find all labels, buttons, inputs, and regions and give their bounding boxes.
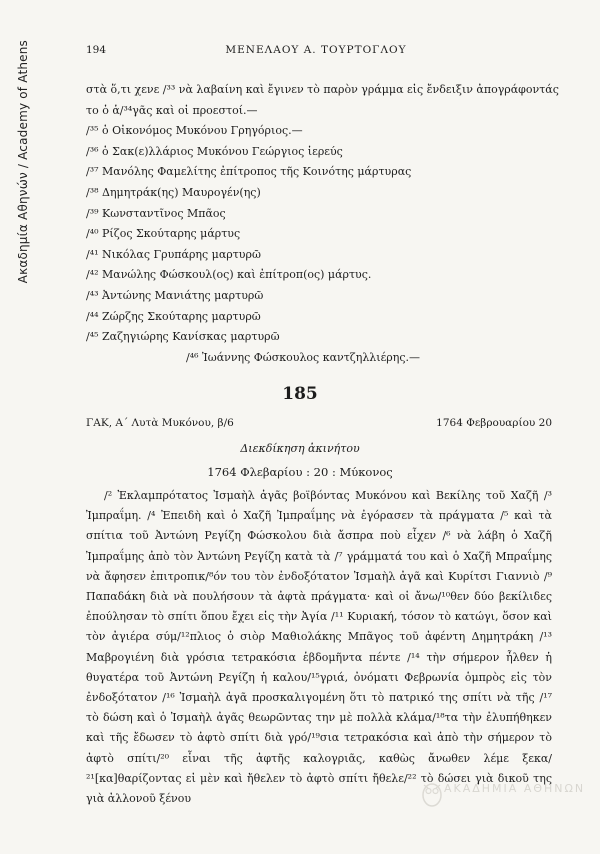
signature-line: /⁴⁰ Ρίζος Σκούταρης μάρτυς (86, 227, 241, 241)
final-signature: /⁴⁶ Ἰωάννης Φώσκουλος καντζηλλιέρης.— (186, 350, 421, 364)
document-heading-date: 1764 Φλεβαρίου : 20 : Μύκονος (207, 465, 393, 479)
academy-watermark (420, 778, 590, 814)
signature-line: /⁴³ Ἀντώνης Μανιάτης μαρτυρῶ (86, 288, 264, 302)
page-number: 194 (86, 44, 107, 56)
signature-line: /⁴⁵ Ζαζηγιώρης Κανίσκας μαρτυρῶ (86, 330, 280, 344)
signature-line: /³⁵ ὁ Οἰκονόμος Μυκόνου Γρηγόριος.— (86, 124, 303, 138)
document-meta (86, 417, 552, 433)
signature-line: /³⁶ ὁ Σακ(ε)λλάριος Μυκόνου Γεώργιος ἱερεύς (86, 144, 343, 158)
previous-document-ending (86, 80, 564, 368)
watermark-text: ΑΚΑΔΗΜΙΑ ΑΘΗΝΩΝ (444, 782, 586, 795)
signature-line: /³⁷ Μανόλης Φαμελίτης ἐπίτροπος τῆς Κοινότης μάρτυρας (86, 165, 412, 179)
body-paragraph: /² Ἐκλαμπρότατος Ἰσμαὴλ ἀγᾶς βοϊβόντας Μυκόνου καὶ Βεκίλης τοῦ Χαζῆ /³ Ἰμπραΐμη. /⁴ Ἐπειδὴ καὶ ὁ Χαζῆ Ἰμπραΐμης νὰ ἐγόρασεν τὰ πράγματα /⁵ καὶ τὰ σπίτια τοῦ Ἀντώνη Ρεγίζη Φώσκολου διὰ ἄσπρα ποὺ εἶχεν /⁶ νὰ λάβη ὁ Χαζῆ Ἰμπραΐμης ἀπὸ τὸν Ἀντώνη Ρεγίζη κατὰ τὰ /⁷ γράμματά του καὶ ὁ Χαζῆ Μπραΐμης νὰ ἄφησεν ἐπιτροπικ/⁸όν του τὸν ἐνδοξότατον Ἰσμαὴλ ἀγᾶ καὶ Κυρίτσι Γιαννιὸ /⁹ Παπαδάκη διὰ νὰ πουλήσουν τὰ ἀφτὰ πράγματα· καὶ οἱ ἄνω/¹⁰θεν δύο βεκίλιδες ἐπούλησαν τὸ σπίτι ὅπου ἔχει εἰς τὴν Ἀγία /¹¹ Κυριακή, τόσον τὸ κατώγι, ὅσον καὶ τὸν ἀγιέρα σύμ/¹²πλιος ὁ σιὸρ Μαθιολάκης Μπᾶγος τοῦ ἀφέντη Δημητράκη /¹³ Μαβρογιένη διὰ γρόσια τετρακόσια ἑβδομῆντα πέντε /¹⁴ τὴν σήμερον ἦλθεν ἡ θυγατέρα τοῦ Ἀντώνη Ρεγίζη ἡ καλου/¹⁵γριά, ὀνόματι Φεβρωνία ὁμπρὸς εἰς τὸν ἐνδοξότατον /¹⁶ Ἰσμαὴλ ἀγᾶ προσκαλιγομένη ὅτι τὸ πατρικό της σπίτι νὰ τῆς /¹⁷ τὸ δώση καὶ ὁ Ἰσμαὴλ ἀγᾶς θεωρῶντας την μὲ πολλὰ κλάμα/¹⁸τα τὴν ἐλυπήθηκεν καὶ τῆς ἔδωσεν τὸ ἀφτὸ σπίτι διὰ γρό/¹⁹σια τετρακόσια καὶ ἀπὸ τὴν σήμερον τὸ ἀφτὸ σπίτι/²⁰ εἶναι τῆς ἀφτῆς καλογριᾶς, καθὼς ἄνωθεν λέμε ξεκα/²¹[κα]θαρίζοντας εἰ μὲν καὶ ἤθελεν τὸ ἀφτὸ σπίτι ἤθελε/²² τὸ δώσει γιὰ δικοῦ της γιὰ ἀλλονοῦ ξένου (86, 489, 552, 806)
document-number: 185 (282, 384, 318, 404)
signature-line: /⁴² Μανώλης Φώσκουλ(ος) καὶ ἐπίτροπ(ος) μάρτυς. (86, 268, 372, 282)
closing-line: το ὁ ἁ/³⁴γᾶς καὶ οἱ προεστοί.— (86, 103, 258, 117)
owl-logo-icon (420, 778, 444, 808)
document-body (86, 486, 552, 809)
document-date: 1764 Φεβρουαρίου 20 (436, 417, 552, 429)
signature-line: /³⁸ Δημητράκ(ης) Μαυρογέν(ης) (86, 185, 261, 199)
signature-line: /³⁹ Κωνσταντῖνος Μπᾶος (86, 206, 226, 220)
academy-label: Ακαδημία Αθηνών / Academy of Athens (16, 40, 30, 284)
signature-line: /⁴⁴ Ζώρζης Σκούταρης μαρτυρῶ (86, 309, 261, 323)
document-title: Διεκδίκηση ἀκινήτου (240, 442, 360, 455)
side-label (12, 0, 34, 854)
page-header (86, 44, 546, 60)
closing-line: στὰ ὅ,τι χενε /³³ νὰ λαβαίνη καὶ ἔγινεν τὸ παρὸν γράμμα εἰς ἔνδειξιν ἀπογράφοντάς (86, 83, 559, 96)
running-title: ΜΕΝΕΛΑΟΥ Α. ΤΟΥΡΤΟΓΛΟΥ (225, 44, 407, 56)
document-source: ΓΑΚ, Α´ Λυτὰ Μυκόνου, β/6 (86, 417, 234, 429)
signature-line: /⁴¹ Νικόλας Γρυπάρης μαρτυρῶ (86, 247, 261, 261)
